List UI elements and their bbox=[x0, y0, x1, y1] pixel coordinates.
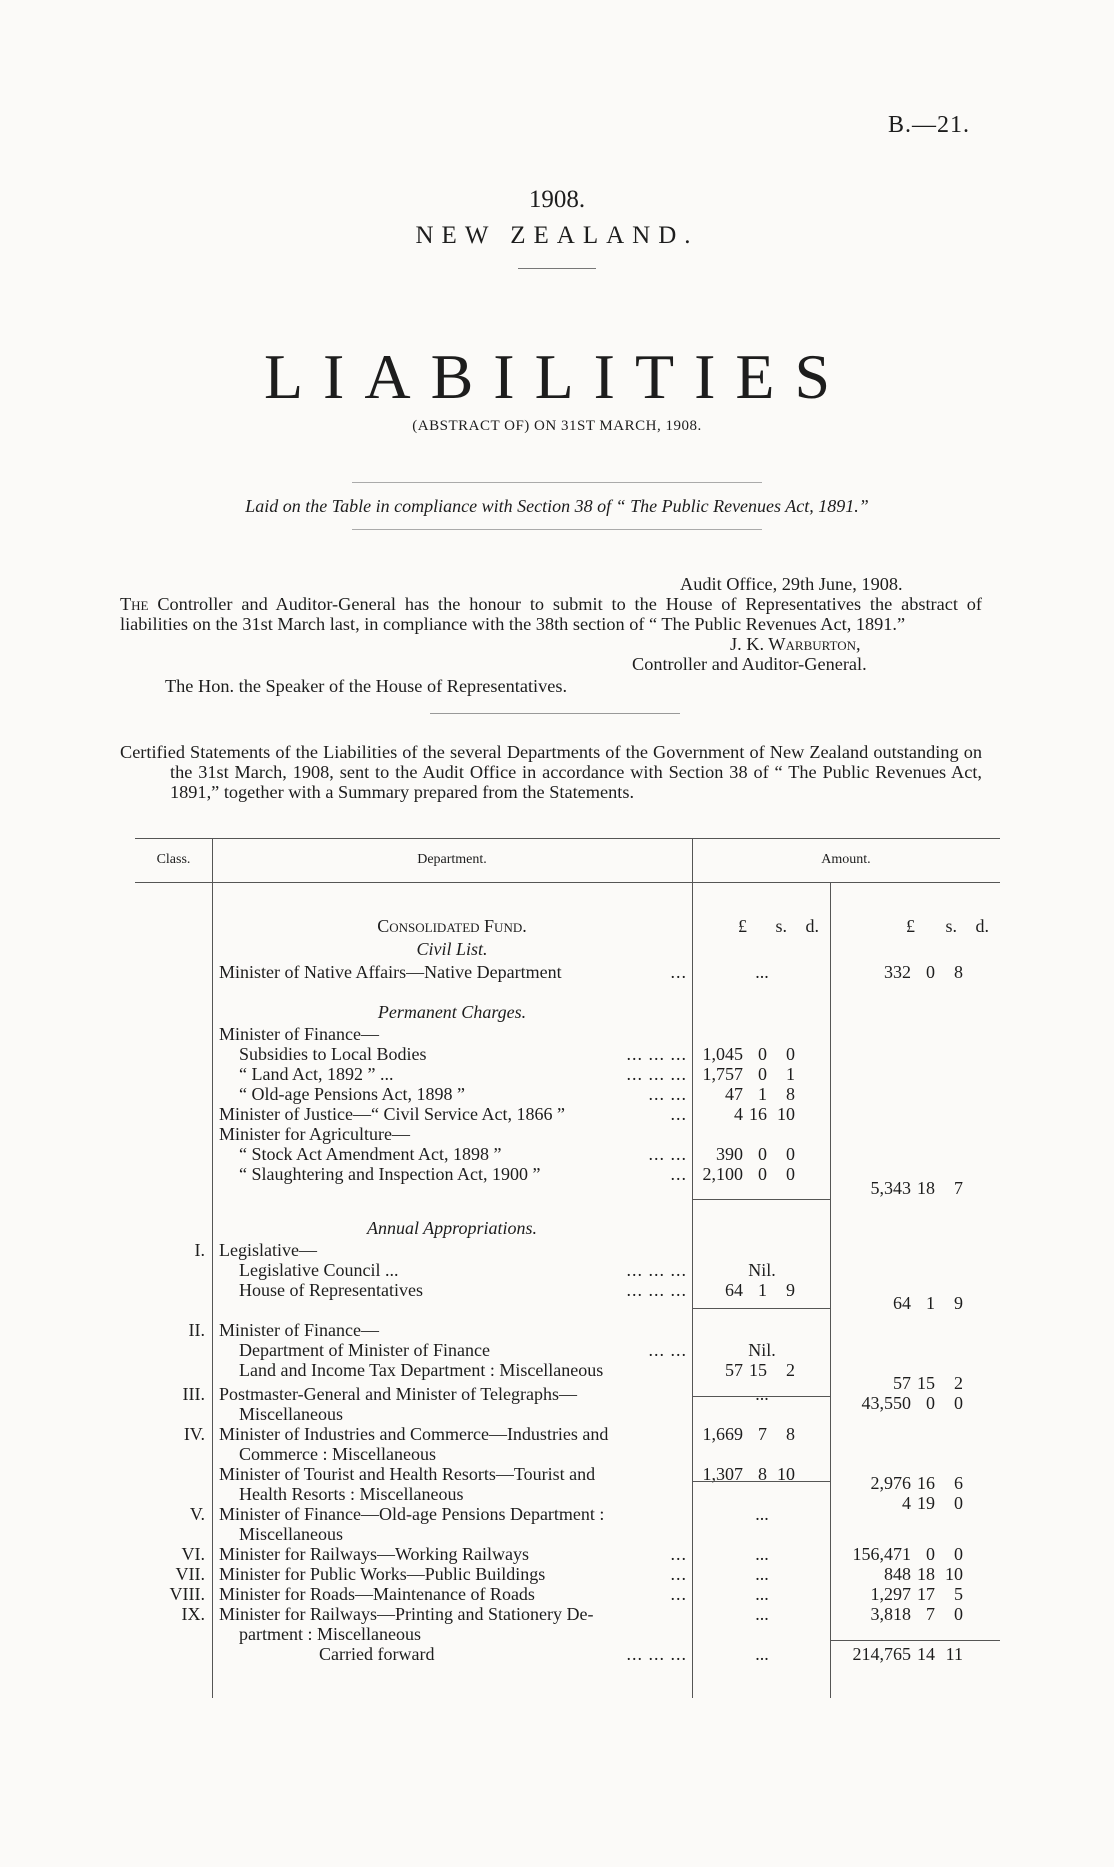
department-text: “ Stock Act Amendment Act, 1898 ” bbox=[239, 1144, 502, 1164]
department-text: Department of Minister of Finance bbox=[239, 1340, 490, 1360]
inner-amount-pence: 8 bbox=[786, 1424, 795, 1444]
leader-dots: ... bbox=[670, 1544, 687, 1564]
statement-intro bbox=[120, 742, 982, 802]
department-text: Minister for Railways—Printing and Stationery De- bbox=[219, 1604, 594, 1624]
outer-amount-pence: 5 bbox=[954, 1584, 963, 1604]
inner-amount-pence: 10 bbox=[777, 1104, 795, 1124]
inner-amount-pence: 0 bbox=[786, 1044, 795, 1064]
department-text: Legislative— bbox=[219, 1240, 317, 1260]
inner-amount-text: Nil. bbox=[748, 1340, 776, 1360]
department-text: Minister for Public Works—Public Buildings bbox=[219, 1564, 546, 1584]
laid-on-table-note: Laid on the Table in compliance with Section 38 of “ The Public Revenues Act, 1891.” bbox=[245, 496, 869, 516]
inner-amount-pounds: 1,757 bbox=[702, 1064, 743, 1084]
signature-title: Controller and Auditor-General. bbox=[632, 654, 867, 674]
department-column-divider bbox=[692, 838, 693, 1698]
outer-amount-shillings: 16 bbox=[917, 1473, 935, 1493]
leader-dots: ... ... bbox=[648, 1084, 687, 1104]
outer-amount-pounds: 64 bbox=[893, 1293, 911, 1313]
divider bbox=[430, 713, 680, 714]
inner-amount-shillings: 0 bbox=[758, 1044, 767, 1064]
inner-amount-pounds: 57 bbox=[725, 1360, 743, 1380]
outer-amount-pence: 7 bbox=[954, 1178, 963, 1198]
leader-dots: ... ... ... bbox=[626, 1280, 687, 1300]
department-text: Minister of Finance—Old-age Pensions Department : bbox=[219, 1504, 605, 1524]
outer-amount-shillings: 14 bbox=[917, 1644, 935, 1664]
outer-amount-shillings: 1 bbox=[926, 1293, 935, 1313]
inner-amount-shillings: 0 bbox=[758, 1064, 767, 1084]
leader-dots: ... bbox=[670, 1564, 687, 1584]
outer-amount-pence: 10 bbox=[945, 1564, 963, 1584]
department-text: Minister for Agriculture— bbox=[219, 1124, 410, 1144]
subtotal-rule bbox=[692, 1481, 830, 1482]
outer-amount-pounds: 5,343 bbox=[870, 1178, 911, 1198]
department-text-continued: Miscellaneous bbox=[239, 1404, 343, 1424]
outer-amount-pounds: 4 bbox=[902, 1493, 911, 1513]
outer-amount-shillings: 17 bbox=[917, 1584, 935, 1604]
class-number: VIII. bbox=[169, 1584, 205, 1604]
outer-shilling-header: s. bbox=[945, 916, 957, 936]
class-number: IV. bbox=[183, 1424, 205, 1444]
letter-body bbox=[120, 594, 982, 634]
department-text: Minister for Roads—Maintenance of Roads bbox=[219, 1584, 535, 1604]
leader-dots: ... ... ... bbox=[626, 1644, 687, 1664]
inner-pence-header: d. bbox=[805, 916, 819, 936]
inner-amount-pence: 9 bbox=[786, 1280, 795, 1300]
subtotal-rule bbox=[692, 1199, 830, 1200]
inner-amount-pence: 0 bbox=[786, 1144, 795, 1164]
department-text: “ Slaughtering and Inspection Act, 1900 ” bbox=[239, 1164, 541, 1184]
inner-amount-shillings: 16 bbox=[749, 1104, 767, 1124]
inner-amount-shillings: 0 bbox=[758, 1144, 767, 1164]
outer-amount-pence: 0 bbox=[954, 1393, 963, 1413]
inner-amount-shillings: 8 bbox=[758, 1464, 767, 1484]
inner-amount-pounds: 1,045 bbox=[702, 1044, 743, 1064]
outer-amount-pounds: 3,818 bbox=[870, 1604, 911, 1624]
inner-amount-pence: 8 bbox=[786, 1084, 795, 1104]
class-column-divider bbox=[212, 838, 213, 1698]
inner-amount-pence: 2 bbox=[786, 1360, 795, 1380]
outer-amount-pence: 0 bbox=[954, 1604, 963, 1624]
department-text: Subsidies to Local Bodies bbox=[239, 1044, 427, 1064]
department-text: “ Land Act, 1892 ” ... bbox=[239, 1064, 394, 1084]
outer-amount-pounds: 43,550 bbox=[861, 1393, 911, 1413]
table-header-rule bbox=[135, 882, 1000, 883]
subheading-annual: Annual Appropriations. bbox=[366, 1218, 537, 1238]
inner-amount-text: Nil. bbox=[748, 1260, 776, 1280]
department-text: Minister of Industries and Commerce—Industries and bbox=[219, 1424, 609, 1444]
country-heading: NEW ZEALAND. bbox=[415, 222, 699, 249]
letter-place-date: Audit Office, 29th June, 1908. bbox=[680, 574, 903, 594]
leader-dots: ... bbox=[670, 1104, 687, 1124]
class-number: VII. bbox=[175, 1564, 205, 1584]
page-title: LIABILITIES bbox=[263, 341, 851, 412]
table-top-rule bbox=[135, 838, 1000, 839]
department-text: “ Old-age Pensions Act, 1898 ” bbox=[239, 1084, 465, 1104]
inner-amount-pounds: 64 bbox=[725, 1280, 743, 1300]
outer-amount-shillings: 18 bbox=[917, 1178, 935, 1198]
page-subtitle: (ABSTRACT OF) ON 31ST MARCH, 1908. bbox=[412, 418, 702, 434]
inner-amount-text: ... bbox=[755, 1644, 769, 1664]
page-reference: B.—21. bbox=[888, 112, 971, 138]
department-text: Minister of Finance— bbox=[219, 1320, 379, 1340]
inner-amount-pence: 10 bbox=[777, 1464, 795, 1484]
outer-pound-header: £ bbox=[906, 916, 915, 936]
class-header: Class. bbox=[156, 852, 191, 867]
signature-name: J. K. Warburton, bbox=[730, 634, 861, 654]
inner-amount-pounds: 1,307 bbox=[702, 1464, 743, 1484]
leader-dots: ... bbox=[670, 1164, 687, 1184]
outer-amount-pounds: 848 bbox=[884, 1564, 911, 1584]
class-number: II. bbox=[188, 1320, 205, 1340]
subheading-permanent: Permanent Charges. bbox=[377, 1002, 527, 1022]
inner-amount-pounds: 1,669 bbox=[702, 1424, 743, 1444]
department-text: House of Representatives bbox=[239, 1280, 423, 1300]
inner-amount-text: ... bbox=[755, 1584, 769, 1604]
department-text: Minister of Native Affairs—Native Department bbox=[219, 962, 562, 982]
outer-amount-pence: 8 bbox=[954, 962, 963, 982]
inner-amount-pounds: 390 bbox=[716, 1144, 743, 1164]
inner-amount-text: ... bbox=[755, 962, 769, 982]
inner-amount-shillings: 7 bbox=[758, 1424, 767, 1444]
inner-amount-pence: 0 bbox=[786, 1164, 795, 1184]
outer-pence-header: d. bbox=[975, 916, 989, 936]
department-header: Department. bbox=[417, 852, 487, 867]
inner-amount-shillings: 1 bbox=[758, 1084, 767, 1104]
class-number: VI. bbox=[181, 1544, 205, 1564]
leader-dots: ... ... bbox=[648, 1340, 687, 1360]
leader-dots: ... ... bbox=[648, 1144, 687, 1164]
inner-amount-pounds: 47 bbox=[725, 1084, 743, 1104]
class-number: III. bbox=[182, 1384, 205, 1404]
outer-amount-shillings: 0 bbox=[926, 962, 935, 982]
letter-opening-word: The bbox=[120, 594, 149, 614]
department-text-continued: Commerce : Miscellaneous bbox=[239, 1444, 436, 1464]
inner-amount-text: ... bbox=[755, 1544, 769, 1564]
outer-amount-pounds: 214,765 bbox=[852, 1644, 911, 1664]
outer-amount-pounds: 156,471 bbox=[852, 1544, 911, 1564]
outer-amount-shillings: 0 bbox=[926, 1544, 935, 1564]
inner-amount-text: ... bbox=[755, 1564, 769, 1584]
inner-amount-shillings: 1 bbox=[758, 1280, 767, 1300]
leader-dots: ... ... ... bbox=[626, 1044, 687, 1064]
inner-amount-shillings: 0 bbox=[758, 1164, 767, 1184]
department-text-continued: partment : Miscellaneous bbox=[239, 1624, 421, 1644]
department-text: Minister for Railways—Working Railways bbox=[219, 1544, 530, 1564]
outer-amount-pounds: 2,976 bbox=[870, 1473, 911, 1493]
department-text: Legislative Council ... bbox=[239, 1260, 399, 1280]
outer-amount-pence: 0 bbox=[954, 1544, 963, 1564]
inner-amount-pence: 1 bbox=[786, 1064, 795, 1084]
outer-amount-pounds: 332 bbox=[884, 962, 911, 982]
class-number: V. bbox=[189, 1504, 205, 1524]
outer-amount-pence: 11 bbox=[945, 1644, 963, 1664]
subtotal-rule bbox=[692, 1396, 830, 1397]
class-number: I. bbox=[194, 1240, 205, 1260]
outer-amount-shillings: 19 bbox=[917, 1493, 935, 1513]
carried-forward-rule bbox=[830, 1640, 1000, 1641]
inner-amount-text: ... bbox=[755, 1504, 769, 1524]
department-text: Carried forward bbox=[319, 1644, 435, 1664]
letter-addressee: The Hon. the Speaker of the House of Representatives. bbox=[165, 676, 568, 696]
amount-header: Amount. bbox=[821, 852, 871, 867]
subheading-civil-list: Civil List. bbox=[416, 939, 488, 959]
inner-amount-shillings: 15 bbox=[749, 1360, 767, 1380]
outer-amount-pounds: 1,297 bbox=[870, 1584, 911, 1604]
department-text: Postmaster-General and Minister of Telegraphs— bbox=[219, 1384, 577, 1404]
outer-amount-shillings: 15 bbox=[917, 1373, 935, 1393]
department-text: Land and Income Tax Department : Miscellaneous bbox=[239, 1360, 604, 1380]
divider bbox=[518, 268, 596, 269]
inner-amount-pounds: 4 bbox=[734, 1104, 743, 1124]
leader-dots: ... ... ... bbox=[626, 1260, 687, 1280]
divider bbox=[352, 482, 762, 483]
letter-body-text: Controller and Auditor-General has the honour to submit to the House of Representatives the abstract of liabilities on the 31st March last, in compliance with the 38th section of “ The Public Revenues Act, 1891.” bbox=[120, 594, 982, 634]
outer-amount-shillings: 18 bbox=[917, 1564, 935, 1584]
leader-dots: ... ... ... bbox=[626, 1064, 687, 1084]
liabilities-table bbox=[135, 838, 1000, 1703]
divider bbox=[352, 529, 762, 530]
outer-amount-shillings: 0 bbox=[926, 1393, 935, 1413]
inner-pound-header: £ bbox=[738, 916, 747, 936]
outer-amount-pounds: 57 bbox=[893, 1373, 911, 1393]
outer-amount-shillings: 7 bbox=[926, 1604, 935, 1624]
inner-shilling-header: s. bbox=[775, 916, 787, 936]
department-text-continued: Miscellaneous bbox=[239, 1524, 343, 1544]
statement-intro-text: Certified Statements of the Liabilities of the several Departments of the Government of New Zealand outstanding on the 31st March, 1908, sent to the Audit Office in accordance with Section 38 of “ The Public Revenues Act, 1891,” together with a Summary prepared from the Statements. bbox=[120, 742, 982, 802]
inner-amount-pounds: 2,100 bbox=[702, 1164, 743, 1184]
department-text: Minister of Tourist and Health Resorts—Tourist and bbox=[219, 1464, 596, 1484]
department-text: Minister of Finance— bbox=[219, 1024, 379, 1044]
section-title: Consolidated Fund. bbox=[377, 916, 527, 936]
outer-amount-pence: 9 bbox=[954, 1293, 963, 1313]
outer-amount-pence: 0 bbox=[954, 1493, 963, 1513]
department-text: Minister of Justice—“ Civil Service Act, 1866 ” bbox=[219, 1104, 565, 1124]
leader-dots: ... bbox=[670, 962, 687, 982]
department-text-continued: Health Resorts : Miscellaneous bbox=[239, 1484, 464, 1504]
outer-amount-pence: 2 bbox=[954, 1373, 963, 1393]
subtotal-rule bbox=[692, 1308, 830, 1309]
class-number: IX. bbox=[181, 1604, 205, 1624]
inner-amount-text: ... bbox=[755, 1384, 769, 1404]
leader-dots: ... bbox=[670, 1584, 687, 1604]
outer-amount-pence: 6 bbox=[954, 1473, 963, 1493]
inner-amount-text: ... bbox=[755, 1604, 769, 1624]
document-year: 1908. bbox=[528, 186, 586, 213]
